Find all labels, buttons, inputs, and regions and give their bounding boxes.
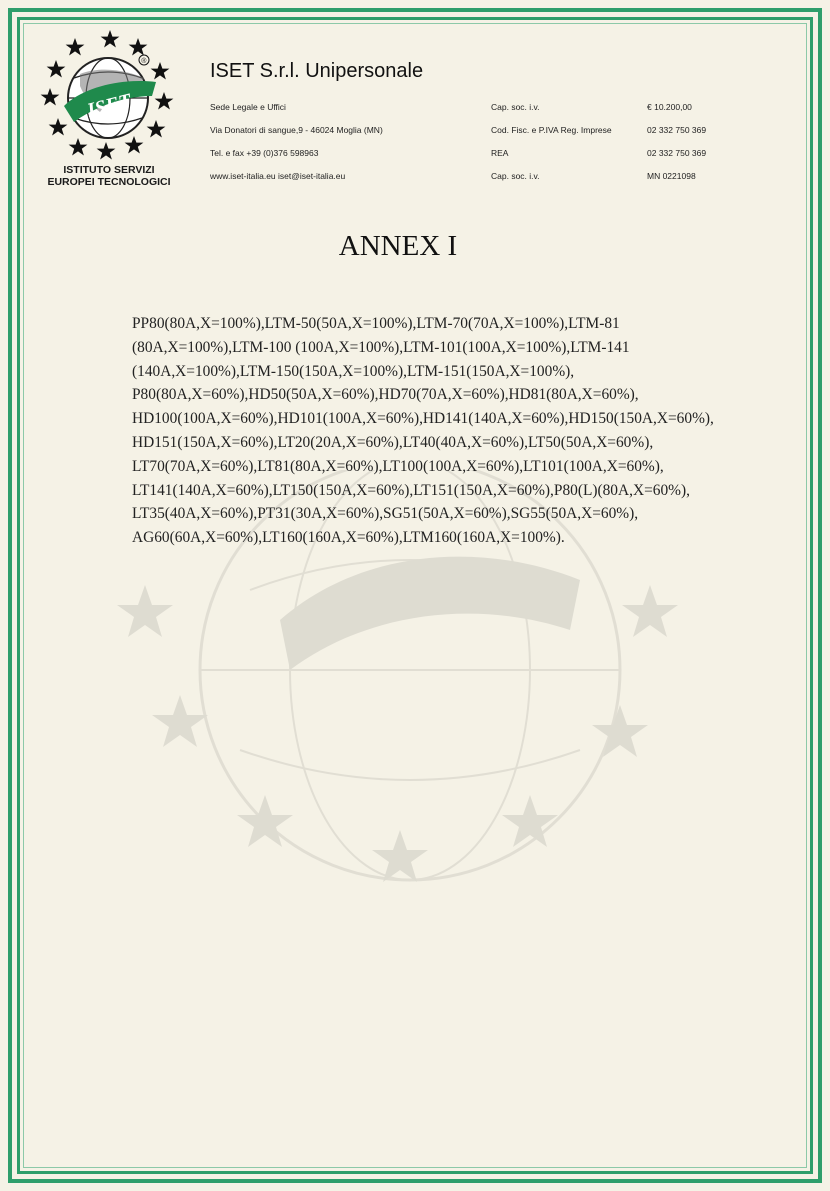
header-col2-line3: REA (491, 148, 509, 158)
body-line: P80(80A,X=60%),HD50(50A,X=60%),HD70(70A,X=60%),HD81(80A,X=60%), (132, 386, 639, 404)
logo-caption (34, 164, 184, 188)
document-body (132, 312, 762, 550)
header-address: Via Donatori di sangue,9 - 46024 Moglia (MN) (210, 125, 383, 135)
header-col2-line2: Cod. Fisc. e P.IVA Reg. Imprese (491, 125, 612, 135)
registered-mark: ® (141, 58, 147, 65)
header-col3-line1: € 10.200,00 (647, 102, 692, 112)
logo-caption-line1: ISTITUTO SERVIZI (63, 164, 155, 176)
header-col3-line3: 02 332 750 369 (647, 148, 707, 158)
header-phone: Tel. e fax +39 (0)376 598963 (210, 148, 319, 158)
logo-caption-line2: EUROPEI TECNOLOGICI (47, 176, 171, 188)
body-line: HD100(100A,X=60%),HD101(100A,X=60%),HD141(140A,X=60%),HD150(150A,X=60%), (132, 410, 714, 428)
body-line: HD151(150A,X=60%),LT20(20A,X=60%),LT40(40A,X=60%),LT50(50A,X=60%), (132, 433, 654, 451)
header-col3-line4: MN 0221098 (647, 171, 696, 181)
header-web-email: www.iset-italia.eu iset@iset-italia.eu (210, 171, 346, 181)
header-col2-line1: Cap. soc. i.v. (491, 102, 540, 112)
header-col2-line4: Cap. soc. i.v. (491, 171, 540, 181)
body-line: LT70(70A,X=60%),LT81(80A,X=60%),LT100(100A,X=60%),LT101(100A,X=60%), (132, 457, 664, 475)
body-line: (140A,X=100%),LTM-150(150A,X=100%),LTM-151(150A,X=100%), (132, 362, 575, 380)
document-title: ANNEX I (338, 230, 458, 262)
body-line: PP80(80A,X=100%),LTM-50(50A,X=100%),LTM-70(70A,X=100%),LTM-81 (132, 315, 620, 332)
company-name: ISET S.r.l. Unipersonale (210, 60, 424, 82)
header-col3-line2: 02 332 750 369 (647, 125, 707, 135)
body-line: AG60(60A,X=60%),LT160(160A,X=60%),LTM160(160A,X=100%). (132, 529, 565, 547)
body-line: LT141(140A,X=60%),LT150(150A,X=60%),LT151(150A,X=60%),P80(L)(80A,X=60%), (132, 481, 690, 499)
body-line: LT35(40A,X=60%),PT31(30A,X=60%),SG51(50A,X=60%),SG55(50A,X=60%), (132, 505, 639, 523)
header-col1-line1: Sede Legale e Uffici (210, 102, 286, 112)
logo-wordmark: ISET (84, 89, 134, 122)
body-line: (80A,X=100%),LTM-100 (100A,X=100%),LTM-101(100A,X=100%),LTM-141 (132, 338, 630, 356)
